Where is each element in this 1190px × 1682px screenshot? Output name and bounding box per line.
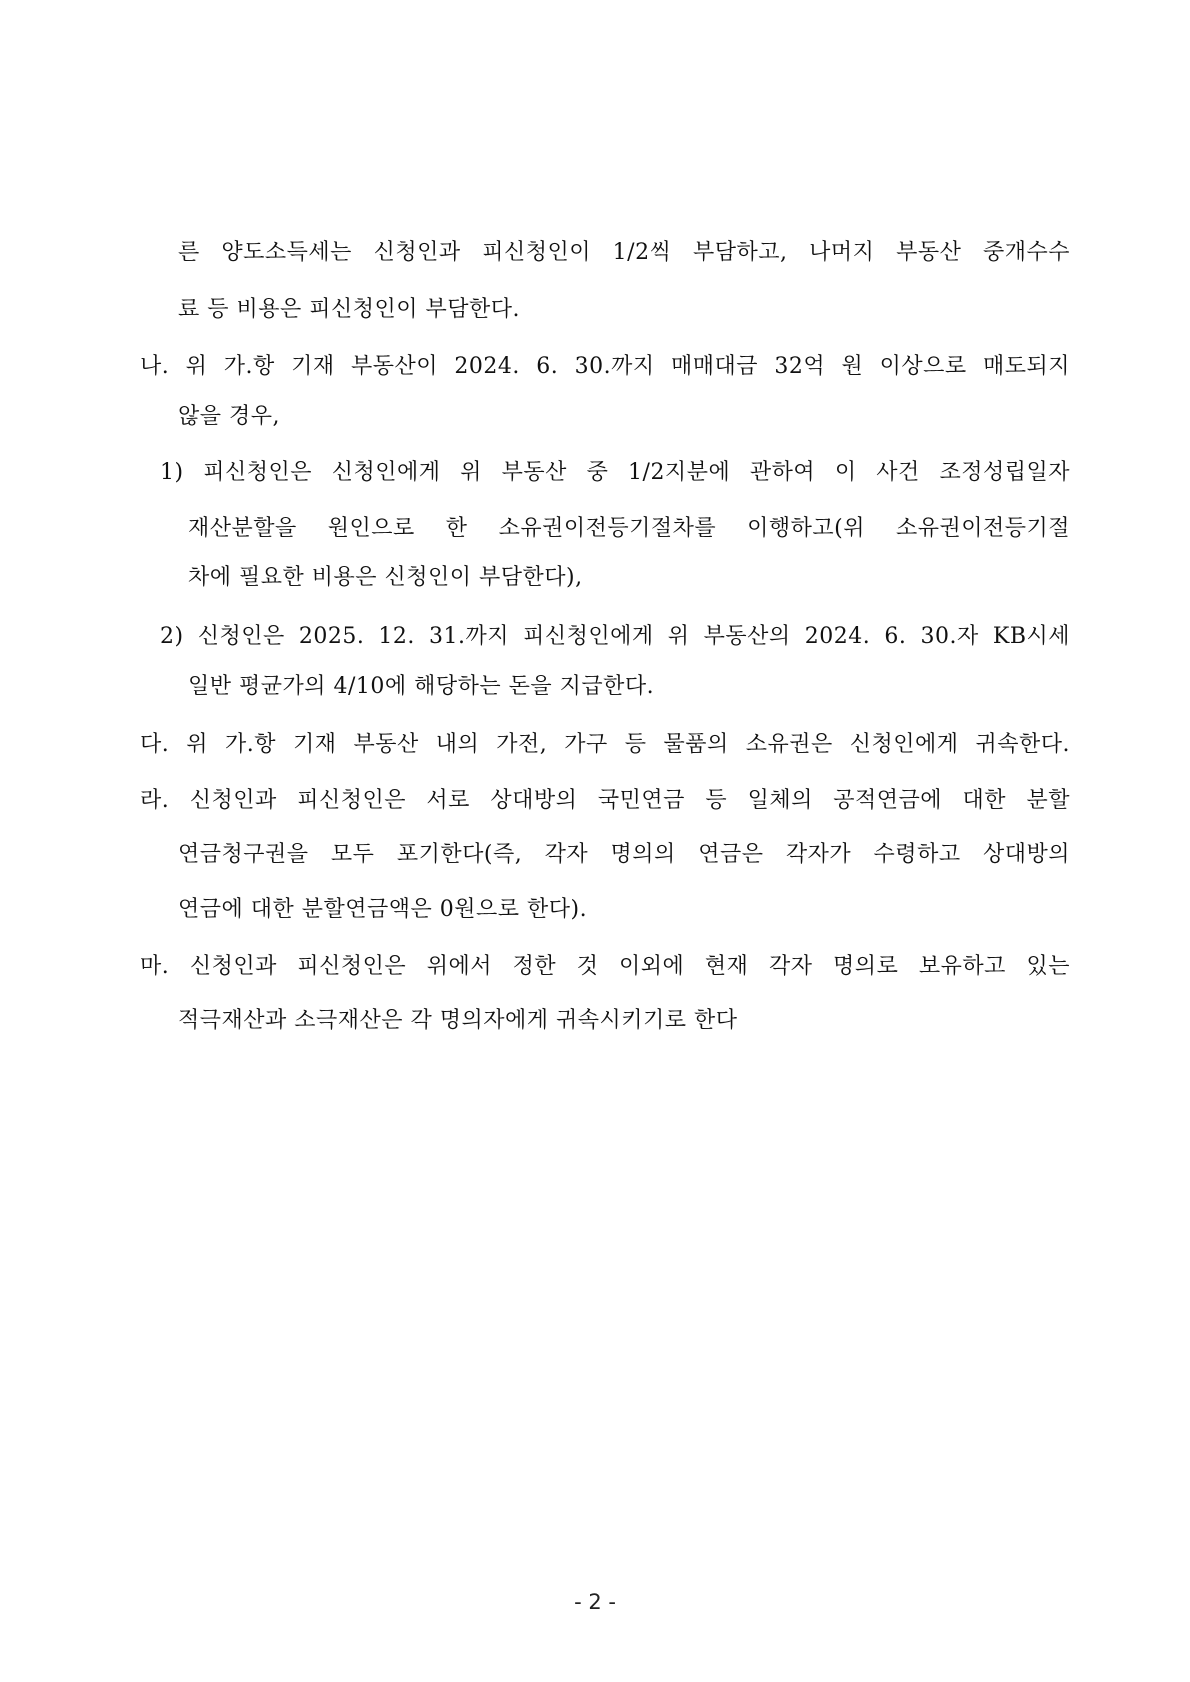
text-line: 다. 위 가.항 기재 부동산 내의 가전, 가구 등 물품의 소유권은 신청인에게 귀속한다. xyxy=(140,732,1070,757)
text-line: 1) 피신청인은 신청인에게 위 부동산 중 1/2지분에 관하여 이 사건 조정성립일자 xyxy=(160,460,1070,485)
text-line: 나. 위 가.항 기재 부동산이 2024. 6. 30.까지 매매대금 32억 원 이상으로 매도되지 xyxy=(140,354,1070,379)
text-line: 연금에 대한 분할연금액은 0원으로 한다). xyxy=(178,897,588,922)
text-line: 차에 필요한 비용은 신청인이 부담한다), xyxy=(188,565,583,590)
text-line: 른 양도소득세는 신청인과 피신청인이 1/2씩 부담하고, 나머지 부동산 중개수수 xyxy=(178,240,1070,265)
text-line: 연금청구권을 모두 포기한다(즉, 각자 명의의 연금은 각자가 수령하고 상대방의 xyxy=(178,842,1070,867)
text-line: 않을 경우, xyxy=(178,404,280,429)
text-line: 료 등 비용은 피신청인이 부담한다. xyxy=(178,297,520,322)
text-line: 마. 신청인과 피신청인은 위에서 정한 것 이외에 현재 각자 명의로 보유하고 있는 xyxy=(140,954,1070,979)
text-line: 일반 평균가의 4/10에 해당하는 돈을 지급한다. xyxy=(188,674,655,699)
text-line: 적극재산과 소극재산은 각 명의자에게 귀속시키기로 한다 xyxy=(178,1008,738,1033)
text-line: 라. 신청인과 피신청인은 서로 상대방의 국민연금 등 일체의 공적연금에 대한 분할 xyxy=(140,788,1070,813)
page-number: - 2 - xyxy=(574,1590,616,1614)
text-line: 2) 신청인은 2025. 12. 31.까지 피신청인에게 위 부동산의 2024. 6. 30.자 KB시세 xyxy=(160,624,1070,649)
text-line: 재산분할을 원인으로 한 소유권이전등기절차를 이행하고(위 소유권이전등기절 xyxy=(188,516,1070,541)
